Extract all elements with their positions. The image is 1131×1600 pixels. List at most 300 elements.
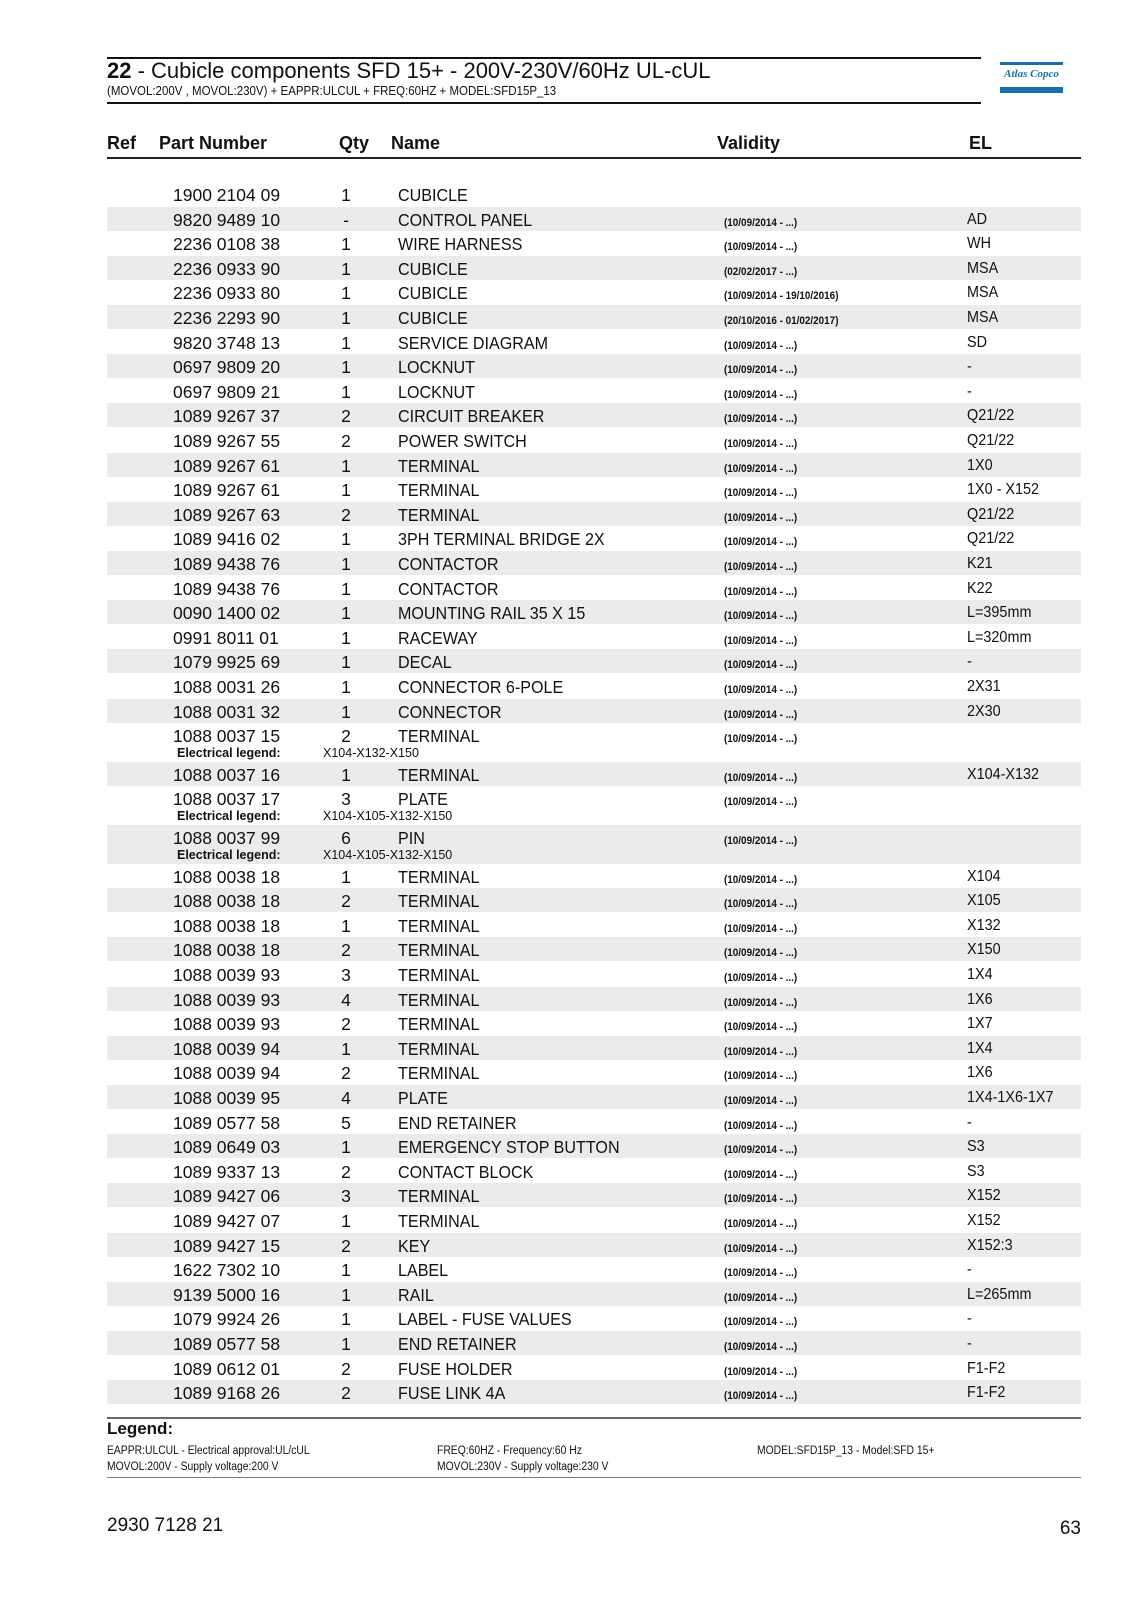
part-number-cell: 1622 7302 10 bbox=[173, 1260, 281, 1281]
table-row bbox=[107, 1208, 1081, 1232]
table-row bbox=[107, 1159, 1081, 1183]
part-number-cell: 1089 0577 58 bbox=[173, 1112, 281, 1133]
table-row bbox=[107, 403, 1081, 427]
el-cell: 1X6 bbox=[967, 990, 993, 1008]
col-name: Name bbox=[391, 133, 441, 153]
validity-cell: (10/09/2014 - ...) bbox=[724, 462, 798, 475]
name-cell: LOCKNUT bbox=[398, 357, 475, 378]
qty-cell: 1 bbox=[341, 308, 351, 328]
validity-cell: (10/09/2014 - ...) bbox=[724, 996, 798, 1009]
validity-cell: (10/09/2014 - ...) bbox=[724, 1070, 798, 1083]
name-cell: END RETAINER bbox=[398, 1334, 517, 1354]
table-row bbox=[107, 864, 1081, 888]
validity-cell: (10/09/2014 - ...) bbox=[724, 1390, 798, 1403]
qty-cell: 1 bbox=[341, 603, 351, 624]
validity-cell: (10/09/2014 - ...) bbox=[724, 364, 798, 377]
validity-cell: (10/09/2014 - ...) bbox=[724, 241, 798, 254]
el-cell: - bbox=[967, 1310, 972, 1328]
part-number-cell: 1089 9337 13 bbox=[173, 1161, 281, 1182]
table-row bbox=[107, 453, 1081, 477]
col-validity: Validity bbox=[717, 133, 781, 153]
validity-cell: (10/09/2014 - ...) bbox=[724, 1242, 798, 1255]
logo-text: Atlas Copco bbox=[1004, 68, 1059, 80]
table-row bbox=[107, 1183, 1081, 1207]
el-cell: X152 bbox=[967, 1212, 1001, 1229]
col-part-number: Part Number bbox=[159, 133, 268, 153]
validity-cell: (10/09/2014 - ...) bbox=[724, 610, 798, 623]
qty-cell: 1 bbox=[341, 332, 351, 353]
part-number-cell: 9820 3748 13 bbox=[173, 332, 281, 353]
name-cell: RAIL bbox=[398, 1284, 434, 1305]
qty-cell: 1 bbox=[341, 258, 351, 279]
part-number-cell: 1089 9267 61 bbox=[173, 480, 281, 501]
name-cell: MOUNTING RAIL 35 X 15 bbox=[398, 603, 586, 624]
qty-cell: 6 bbox=[341, 828, 351, 848]
validity-cell: (10/09/2014 - ...) bbox=[724, 487, 798, 500]
part-number-cell: 1089 9267 63 bbox=[173, 504, 281, 525]
col-el: EL bbox=[969, 133, 993, 153]
qty-cell: 1 bbox=[341, 578, 351, 599]
el-cell: L=265mm bbox=[967, 1285, 1032, 1303]
table-row bbox=[107, 256, 1081, 280]
table-row bbox=[107, 723, 1081, 747]
qty-cell: 1 bbox=[341, 283, 351, 304]
page-subtitle: (MOVOL:200V , MOVOL:230V) + EAPPR:ULCUL + FREQ:60HZ + MODEL:SFD15P_13 bbox=[107, 84, 557, 98]
name-cell: TERMINAL bbox=[398, 726, 480, 747]
table-row bbox=[107, 987, 1081, 1011]
name-cell: CUBICLE bbox=[398, 308, 468, 328]
el-cell: S3 bbox=[967, 1138, 985, 1156]
el-cell: X104 bbox=[967, 867, 1001, 885]
validity-cell: (10/09/2014 - ...) bbox=[724, 1119, 798, 1132]
el-cell: - bbox=[967, 1261, 972, 1279]
part-number-cell: 1089 0577 58 bbox=[173, 1334, 281, 1354]
el-cell: X150 bbox=[967, 941, 1001, 959]
el-cell: S3 bbox=[967, 1162, 985, 1180]
qty-cell: 1 bbox=[341, 915, 351, 936]
qty-cell: 1 bbox=[341, 1038, 351, 1059]
table-row bbox=[107, 1036, 1081, 1060]
el-cell: X132 bbox=[967, 916, 1001, 934]
part-number-cell: 1088 0037 15 bbox=[173, 726, 281, 747]
name-cell: CIRCUIT BREAKER bbox=[398, 406, 545, 427]
table-row bbox=[107, 625, 1081, 649]
name-cell: EMERGENCY STOP BUTTON bbox=[398, 1137, 620, 1158]
el-cell: L=395mm bbox=[967, 604, 1032, 622]
validity-cell: (10/09/2014 - ...) bbox=[724, 922, 798, 935]
el-cell: L=320mm bbox=[967, 628, 1032, 646]
el-cell: WH bbox=[967, 235, 991, 253]
el-cell: SD bbox=[967, 333, 988, 351]
validity-cell: (10/09/2014 - ...) bbox=[724, 585, 798, 598]
validity-cell: (20/10/2016 - 01/02/2017) bbox=[724, 315, 839, 327]
name-cell: DECAL bbox=[398, 652, 452, 673]
name-cell: FUSE LINK 4A bbox=[398, 1383, 506, 1404]
table-row bbox=[107, 937, 1081, 961]
qty-cell: 1 bbox=[341, 677, 351, 697]
legend-item: EAPPR:ULCUL - Electrical approval:UL/cUL bbox=[107, 1445, 310, 1457]
validity-cell: (10/09/2014 - ...) bbox=[724, 898, 798, 911]
part-number-cell: 0697 9809 21 bbox=[173, 381, 281, 402]
validity-cell: (10/09/2014 - ...) bbox=[724, 873, 798, 886]
name-cell: TERMINAL bbox=[398, 989, 480, 1010]
part-number-cell: 1088 0038 18 bbox=[173, 915, 281, 936]
table-row bbox=[107, 1233, 1081, 1257]
validity-cell: (10/09/2014 - ...) bbox=[724, 771, 798, 784]
part-number-cell: 2236 0933 80 bbox=[173, 283, 281, 304]
validity-cell: (10/09/2014 - 19/10/2016) bbox=[724, 290, 839, 303]
table-row bbox=[107, 280, 1081, 304]
part-number-cell: 1089 9427 07 bbox=[173, 1211, 281, 1231]
name-cell: LOCKNUT bbox=[398, 381, 475, 402]
legend-rule bbox=[107, 1477, 1081, 1478]
part-number-cell: 1088 0039 95 bbox=[173, 1088, 281, 1108]
qty-cell: 3 bbox=[341, 965, 351, 985]
electrical-legend-row bbox=[107, 746, 1081, 762]
validity-cell: (10/09/2014 - ...) bbox=[724, 1218, 798, 1230]
part-number-cell: 2236 0933 90 bbox=[173, 258, 281, 279]
electrical-legend-row bbox=[107, 809, 1081, 825]
qty-cell: 1 bbox=[341, 1309, 351, 1330]
validity-cell: (10/09/2014 - ...) bbox=[724, 1193, 798, 1206]
el-cell: 1X4-1X6-1X7 bbox=[967, 1089, 1054, 1106]
name-cell: PIN bbox=[398, 828, 425, 848]
validity-cell: (10/09/2014 - ...) bbox=[724, 1021, 798, 1034]
table-row bbox=[107, 1085, 1081, 1109]
table-row bbox=[107, 526, 1081, 550]
validity-cell: (10/09/2014 - ...) bbox=[724, 947, 798, 960]
qty-cell: 1 bbox=[341, 185, 351, 205]
validity-cell: (10/09/2014 - ...) bbox=[724, 972, 798, 984]
table-row bbox=[107, 576, 1081, 600]
section-title: - Cubicle components SFD 15+ - 200V-230V/60Hz UL-cUL bbox=[131, 58, 711, 83]
name-cell: TERMINAL bbox=[398, 1038, 480, 1059]
electrical-legend-label: Electrical legend: bbox=[177, 847, 281, 862]
name-cell: TERMINAL bbox=[398, 480, 480, 501]
qty-cell: 1 bbox=[341, 554, 351, 574]
validity-cell: (10/09/2014 - ...) bbox=[724, 1316, 798, 1329]
name-cell: END RETAINER bbox=[398, 1112, 517, 1133]
el-cell: Q21/22 bbox=[967, 432, 1015, 449]
validity-cell: (10/09/2014 - ...) bbox=[724, 1365, 798, 1378]
el-cell: - bbox=[967, 1113, 972, 1131]
legend-item: MOVOL:230V - Supply voltage:230 V bbox=[437, 1461, 609, 1473]
name-cell: LABEL - FUSE VALUES bbox=[398, 1309, 572, 1330]
part-number-cell: 1089 9267 37 bbox=[173, 406, 281, 427]
part-number-cell: 1088 0039 94 bbox=[173, 1038, 281, 1059]
table-row bbox=[107, 551, 1081, 575]
el-cell: - bbox=[967, 653, 972, 671]
name-cell: CONNECTOR 6-POLE bbox=[398, 677, 564, 697]
validity-cell: (02/02/2017 - ...) bbox=[724, 265, 798, 278]
name-cell: PLATE bbox=[398, 1088, 448, 1108]
validity-cell: (10/09/2014 - ...) bbox=[724, 659, 798, 672]
part-number-cell: 1088 0031 26 bbox=[173, 677, 281, 697]
table-row bbox=[107, 305, 1081, 329]
qty-cell: 2 bbox=[341, 1358, 351, 1379]
el-cell: MSA bbox=[967, 284, 999, 302]
name-cell: 3PH TERMINAL BRIDGE 2X bbox=[398, 529, 605, 550]
validity-cell: (10/09/2014 - ...) bbox=[724, 1095, 798, 1107]
table-row bbox=[107, 502, 1081, 526]
electrical-legend-label: Electrical legend: bbox=[177, 745, 281, 760]
el-cell: F1-F2 bbox=[967, 1359, 1006, 1377]
validity-cell: (10/09/2014 - ...) bbox=[724, 339, 798, 352]
part-number-cell: 1089 9267 55 bbox=[173, 431, 281, 451]
qty-cell: 1 bbox=[341, 529, 351, 550]
el-cell: - bbox=[967, 1335, 972, 1352]
part-number-cell: 2236 2293 90 bbox=[173, 308, 281, 328]
part-number-cell: 0090 1400 02 bbox=[173, 603, 281, 624]
part-number-cell: 9820 9489 10 bbox=[173, 209, 281, 230]
el-cell: 1X4 bbox=[967, 1039, 993, 1057]
part-number-cell: 1089 9438 76 bbox=[173, 578, 281, 599]
table-row bbox=[107, 330, 1081, 354]
part-number-cell: 1088 0037 99 bbox=[173, 828, 281, 848]
qty-cell: 2 bbox=[341, 504, 351, 525]
name-cell: TERMINAL bbox=[398, 764, 480, 785]
table-row bbox=[107, 600, 1081, 624]
qty-cell: 4 bbox=[341, 1088, 351, 1108]
part-number-cell: 1900 2104 09 bbox=[173, 185, 281, 205]
table-row bbox=[107, 379, 1081, 403]
table-row bbox=[107, 674, 1081, 698]
table-row bbox=[107, 1110, 1081, 1134]
el-cell: 1X4 bbox=[967, 966, 993, 983]
name-cell: CONTACT BLOCK bbox=[398, 1161, 534, 1182]
validity-cell: (10/09/2014 - ...) bbox=[724, 1144, 798, 1157]
table-row bbox=[107, 699, 1081, 723]
table-row bbox=[107, 1011, 1081, 1035]
name-cell: TERMINAL bbox=[398, 455, 480, 476]
qty-cell: 2 bbox=[341, 1161, 351, 1182]
part-number-cell: 1089 9416 02 bbox=[173, 529, 281, 550]
part-number-cell: 1089 9438 76 bbox=[173, 554, 281, 574]
el-cell: K21 bbox=[967, 555, 993, 572]
qty-cell: 1 bbox=[341, 455, 351, 476]
table-row bbox=[107, 649, 1081, 673]
name-cell: KEY bbox=[398, 1235, 431, 1256]
legend-item: FREQ:60HZ - Frequency:60 Hz bbox=[437, 1445, 582, 1457]
part-number-cell: 1088 0038 18 bbox=[173, 891, 281, 912]
electrical-legend-value: X104-X105-X132-X150 bbox=[323, 847, 453, 862]
name-cell: PLATE bbox=[398, 789, 448, 810]
validity-cell: (10/09/2014 - ...) bbox=[724, 796, 798, 809]
name-cell: TERMINAL bbox=[398, 504, 480, 525]
name-cell: TERMINAL bbox=[398, 940, 480, 961]
validity-cell: (10/09/2014 - ...) bbox=[724, 438, 798, 450]
qty-cell: 1 bbox=[341, 1260, 351, 1281]
name-cell: TERMINAL bbox=[398, 1186, 480, 1207]
validity-cell: (10/09/2014 - ...) bbox=[724, 413, 798, 426]
el-cell: AD bbox=[967, 210, 988, 228]
validity-cell: (10/09/2014 - ...) bbox=[724, 1045, 798, 1058]
table-row bbox=[107, 1257, 1081, 1281]
part-number-cell: 1089 9427 06 bbox=[173, 1186, 281, 1207]
validity-cell: (10/09/2014 - ...) bbox=[724, 561, 798, 573]
name-cell: CONTROL PANEL bbox=[398, 209, 533, 230]
part-number-cell: 1088 0037 16 bbox=[173, 764, 281, 785]
el-cell: K22 bbox=[967, 579, 993, 597]
name-cell: LABEL bbox=[398, 1260, 449, 1281]
name-cell: CUBICLE bbox=[398, 258, 468, 279]
name-cell: SERVICE DIAGRAM bbox=[398, 332, 549, 353]
table-row bbox=[107, 477, 1081, 501]
part-number-cell: 1088 0039 93 bbox=[173, 965, 281, 985]
el-cell: Q21/22 bbox=[967, 407, 1015, 425]
validity-cell: (10/09/2014 - ...) bbox=[724, 835, 798, 847]
part-number-cell: 1088 0038 18 bbox=[173, 866, 281, 887]
qty-cell: 3 bbox=[341, 789, 351, 810]
name-cell: CUBICLE bbox=[398, 283, 468, 304]
header-bottom-rule bbox=[107, 102, 981, 104]
name-cell: TERMINAL bbox=[398, 1014, 480, 1035]
table-header-rule bbox=[107, 157, 1081, 159]
qty-cell: 2 bbox=[341, 406, 351, 427]
qty-cell: 2 bbox=[341, 1014, 351, 1035]
part-number-cell: 1089 9267 61 bbox=[173, 455, 281, 476]
page-title bbox=[107, 58, 711, 84]
qty-cell: 1 bbox=[341, 381, 351, 402]
part-number-cell: 1088 0039 94 bbox=[173, 1063, 281, 1084]
name-cell: POWER SWITCH bbox=[398, 431, 527, 451]
table-row bbox=[107, 231, 1081, 255]
qty-cell: 5 bbox=[341, 1112, 351, 1133]
qty-cell: 1 bbox=[341, 234, 351, 255]
el-cell: X152:3 bbox=[967, 1236, 1013, 1254]
qty-cell: 2 bbox=[341, 1235, 351, 1256]
table-row bbox=[107, 1356, 1081, 1380]
part-number-cell: 1088 0039 93 bbox=[173, 989, 281, 1010]
validity-cell: (10/09/2014 - ...) bbox=[724, 1341, 798, 1353]
qty-cell: 2 bbox=[341, 726, 351, 747]
table-row bbox=[107, 913, 1081, 937]
qty-cell: 2 bbox=[341, 940, 351, 961]
table-row bbox=[107, 207, 1081, 231]
el-cell: MSA bbox=[967, 309, 999, 326]
name-cell: TERMINAL bbox=[398, 915, 480, 936]
part-number-cell: 1079 9925 69 bbox=[173, 652, 281, 673]
qty-cell: 1 bbox=[341, 627, 351, 648]
qty-cell: 1 bbox=[341, 701, 351, 722]
qty-cell: 2 bbox=[341, 1063, 351, 1084]
part-number-cell: 1089 9427 15 bbox=[173, 1235, 281, 1256]
validity-cell: (10/09/2014 - ...) bbox=[724, 684, 798, 696]
validity-cell: (10/09/2014 - ...) bbox=[724, 1267, 798, 1280]
table-row bbox=[107, 1380, 1081, 1404]
qty-cell: 1 bbox=[341, 1334, 351, 1354]
table-row bbox=[107, 354, 1081, 378]
name-cell: CONTACTOR bbox=[398, 554, 499, 574]
table-row bbox=[107, 1282, 1081, 1306]
el-cell: X104-X132 bbox=[967, 765, 1040, 783]
part-number-cell: 1089 0649 03 bbox=[173, 1137, 281, 1158]
name-cell: TERMINAL bbox=[398, 1211, 480, 1231]
qty-cell: 1 bbox=[341, 866, 351, 887]
electrical-legend-value: X104-X132-X150 bbox=[323, 745, 419, 760]
part-number-cell: 1088 0039 93 bbox=[173, 1014, 281, 1035]
qty-cell: 1 bbox=[341, 1211, 351, 1231]
logo-bar-bottom bbox=[1000, 87, 1063, 93]
el-cell: MSA bbox=[967, 259, 999, 277]
logo-bar-top bbox=[1000, 62, 1063, 65]
el-cell: F1-F2 bbox=[967, 1384, 1006, 1402]
qty-cell: 1 bbox=[341, 480, 351, 501]
legend-item: MODEL:SFD15P_13 - Model:SFD 15+ bbox=[757, 1445, 935, 1457]
el-cell: 2X30 bbox=[967, 702, 1001, 720]
el-cell: 1X0 bbox=[967, 456, 993, 474]
el-cell: - bbox=[967, 358, 972, 376]
name-cell: CONNECTOR bbox=[398, 701, 502, 722]
part-number-cell: 1088 0031 32 bbox=[173, 701, 281, 722]
col-qty: Qty bbox=[339, 133, 370, 153]
page-number: 63 bbox=[1059, 1518, 1081, 1539]
el-cell: Q21/22 bbox=[967, 530, 1015, 548]
name-cell: TERMINAL bbox=[398, 965, 480, 985]
name-cell: CONTACTOR bbox=[398, 578, 499, 599]
table-row bbox=[107, 786, 1081, 810]
legend-title: Legend: bbox=[107, 1419, 174, 1438]
document-number: 2930 7128 21 bbox=[107, 1515, 224, 1536]
el-cell: 1X7 bbox=[967, 1015, 993, 1033]
validity-cell: (10/09/2014 - ...) bbox=[724, 388, 798, 401]
table-row bbox=[107, 762, 1081, 786]
validity-cell: (10/09/2014 - ...) bbox=[724, 634, 798, 647]
table-row bbox=[107, 1060, 1081, 1084]
el-cell: 1X0 - X152 bbox=[967, 481, 1040, 499]
validity-cell: (10/09/2014 - ...) bbox=[724, 1168, 798, 1181]
validity-cell: (10/09/2014 - ...) bbox=[724, 536, 798, 549]
name-cell: TERMINAL bbox=[398, 891, 480, 912]
qty-cell: 2 bbox=[341, 1383, 351, 1404]
part-number-cell: 2236 0108 38 bbox=[173, 234, 281, 255]
qty-cell: 3 bbox=[341, 1186, 351, 1207]
name-cell: CUBICLE bbox=[398, 185, 468, 205]
el-cell: 1X6 bbox=[967, 1064, 993, 1082]
qty-cell: - bbox=[343, 209, 349, 230]
qty-cell: 1 bbox=[341, 1137, 351, 1158]
table-row bbox=[107, 182, 1081, 206]
name-cell: RACEWAY bbox=[398, 627, 478, 648]
part-number-cell: 0697 9809 20 bbox=[173, 357, 281, 378]
electrical-legend-row bbox=[107, 848, 1081, 864]
name-cell: FUSE HOLDER bbox=[398, 1358, 513, 1379]
qty-cell: 1 bbox=[341, 764, 351, 785]
validity-cell: (10/09/2014 - ...) bbox=[724, 216, 798, 229]
part-number-cell: 1088 0038 18 bbox=[173, 940, 281, 961]
el-cell: X152 bbox=[967, 1187, 1001, 1205]
qty-cell: 2 bbox=[341, 431, 351, 451]
validity-cell: (10/09/2014 - ...) bbox=[724, 511, 798, 524]
qty-cell: 2 bbox=[341, 891, 351, 912]
electrical-legend-label: Electrical legend: bbox=[177, 809, 281, 823]
qty-cell: 1 bbox=[341, 357, 351, 378]
table-end-rule bbox=[107, 1417, 1081, 1419]
section-number: 22 bbox=[107, 58, 132, 83]
el-cell: - bbox=[967, 382, 972, 400]
el-cell: 2X31 bbox=[967, 678, 1001, 695]
part-number-cell: 1079 9924 26 bbox=[173, 1309, 281, 1330]
table-row bbox=[107, 962, 1081, 986]
validity-cell: (10/09/2014 - ...) bbox=[724, 1291, 798, 1304]
table-row bbox=[107, 428, 1081, 452]
qty-cell: 1 bbox=[341, 652, 351, 673]
el-cell: X105 bbox=[967, 892, 1001, 910]
name-cell: TERMINAL bbox=[398, 866, 480, 887]
table-row bbox=[107, 1306, 1081, 1330]
table-row bbox=[107, 825, 1081, 849]
table-header bbox=[107, 133, 1081, 159]
